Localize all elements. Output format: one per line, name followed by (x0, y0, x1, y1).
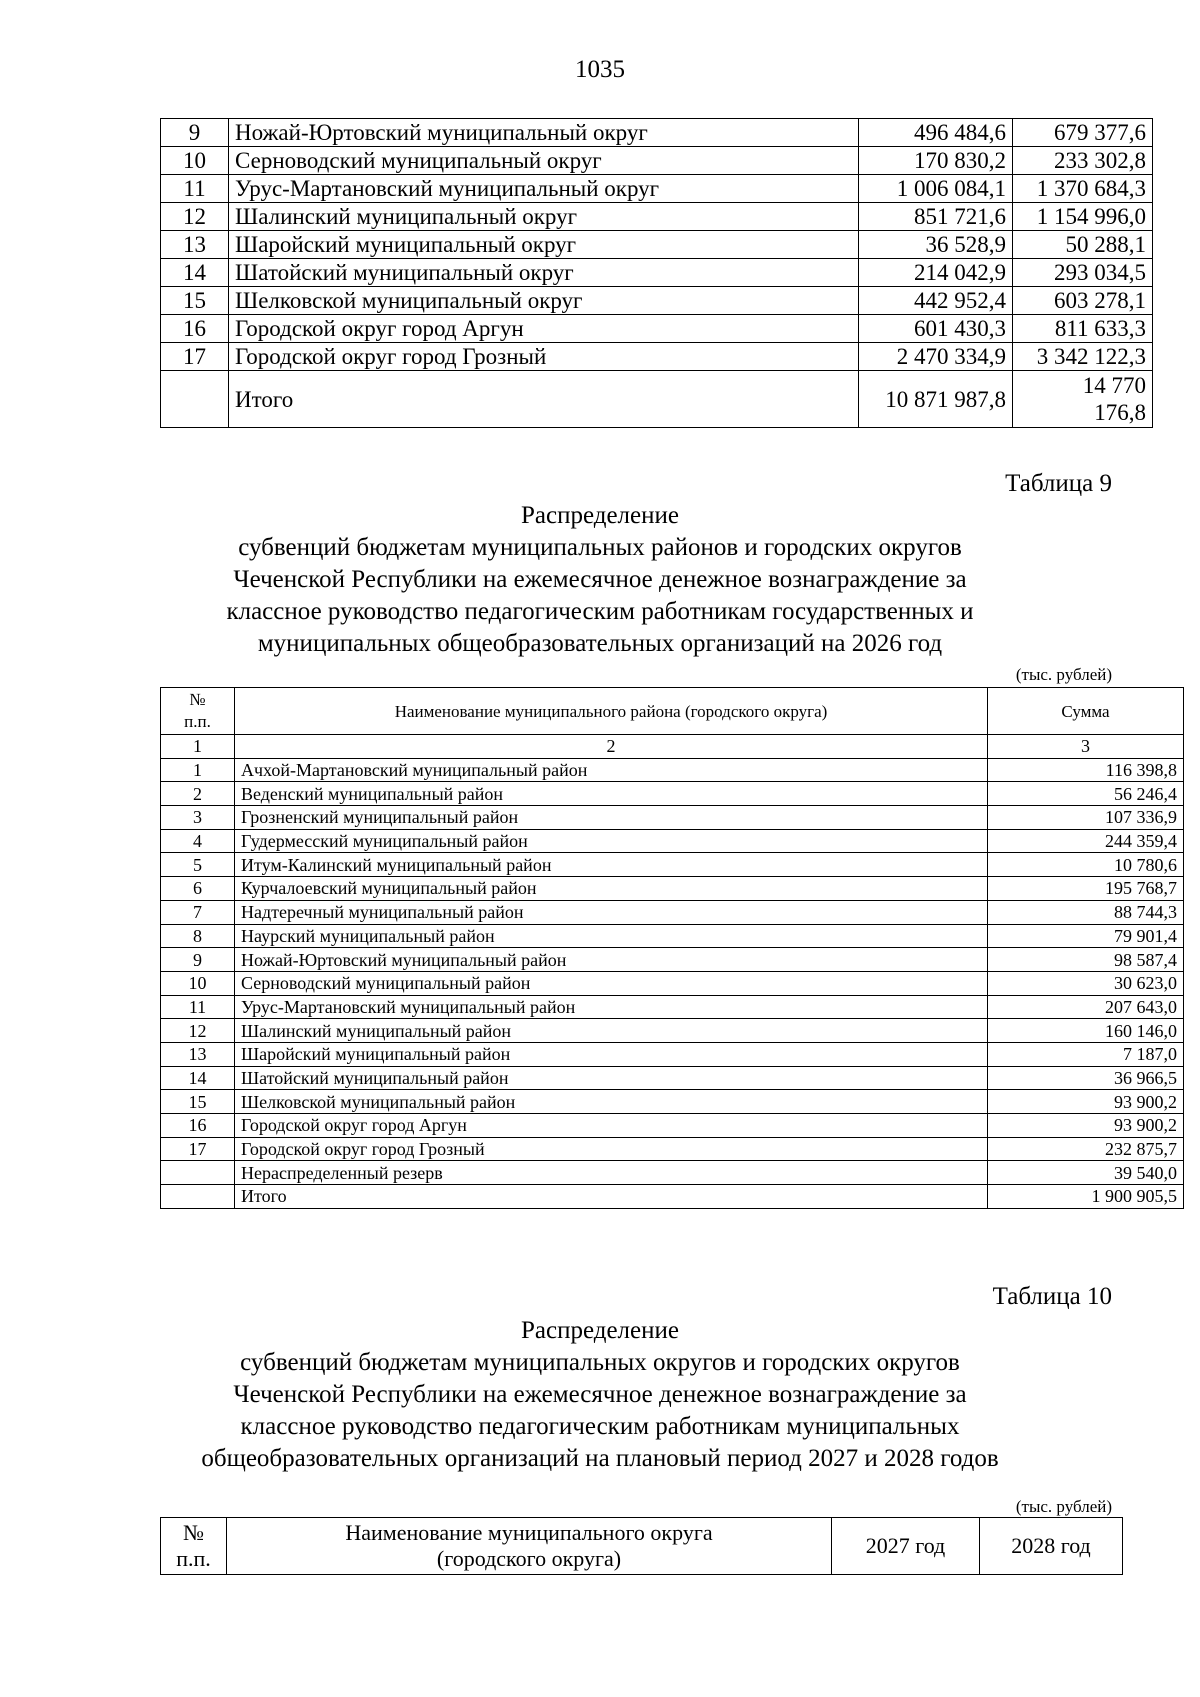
table10-header-2027: 2027 год (832, 1518, 980, 1575)
district-name: Шалинский муниципальный округ (229, 203, 859, 231)
table-row (161, 315, 1153, 343)
table9-caption-line: Чеченской Республики на ежемесячное денежное вознаграждение за (233, 566, 967, 593)
value-2027: 36 528,9 (859, 231, 1013, 259)
value-2027: 851 721,6 (859, 203, 1013, 231)
value-2027: 601 430,3 (859, 315, 1013, 343)
value-2028: 811 633,3 (1013, 315, 1153, 343)
district-name: Ножай-Юртовский муниципальный район (235, 948, 988, 972)
table-row (161, 1114, 1184, 1138)
district-name: Шаройский муниципальный округ (229, 231, 859, 259)
table-row (161, 877, 1184, 901)
district-name: Урус-Мартановский муниципальный район (235, 995, 988, 1019)
table10-caption-line: общеобразовательных организаций на плановый период 2027 и 2028 годов (201, 1445, 999, 1472)
sum-value: 56 246,4 (988, 782, 1184, 806)
table9-label: Таблица 9 (1005, 470, 1112, 497)
row-number (161, 1185, 235, 1209)
row-number: 5 (161, 853, 235, 877)
value-2028: 1 154 996,0 (1013, 203, 1153, 231)
sum-value: 88 744,3 (988, 900, 1184, 924)
table-row (161, 1090, 1184, 1114)
row-number: 14 (161, 259, 229, 287)
sum-value: 98 587,4 (988, 948, 1184, 972)
table10-caption-line: субвенций бюджетам муниципальных округов и городских округов (240, 1349, 960, 1376)
table9-col-index: 2 (235, 735, 988, 759)
sum-value: 39 540,0 (988, 1161, 1184, 1185)
row-number: 9 (161, 119, 229, 147)
table-row (161, 806, 1184, 830)
value-2027: 442 952,4 (859, 287, 1013, 315)
table9-caption-line: Распределение (521, 502, 679, 529)
sum-value: 93 900,2 (988, 1114, 1184, 1138)
table-row (161, 175, 1153, 203)
table9-header-num (161, 688, 235, 735)
table-row (161, 259, 1153, 287)
table-row (161, 853, 1184, 877)
sum-value: 79 901,4 (988, 924, 1184, 948)
table9-header-row (161, 688, 1184, 735)
total-num-cell (161, 371, 229, 428)
district-name: Грозненский муниципальный район (235, 806, 988, 830)
row-number: 15 (161, 287, 229, 315)
table-row (161, 829, 1184, 853)
row-number: 1 (161, 758, 235, 782)
table10-caption (140, 1315, 1060, 1475)
table9-caption-line: муниципальных общеобразовательных организаций на 2026 год (257, 630, 943, 657)
table-row (161, 119, 1153, 147)
district-name: Шелковской муниципальный округ (229, 287, 859, 315)
table10-units: (тыс. рублей) (1015, 1497, 1112, 1516)
row-number: 11 (161, 175, 229, 203)
table-row (161, 1137, 1184, 1161)
table10-header-name (227, 1518, 832, 1575)
sum-value: 195 768,7 (988, 877, 1184, 901)
table9-col-index: 1 (161, 735, 235, 759)
table-row (161, 900, 1184, 924)
sum-value: 93 900,2 (988, 1090, 1184, 1114)
row-number: 17 (161, 1137, 235, 1161)
district-name: Городской округ город Аргун (229, 315, 859, 343)
table10-header-num (161, 1518, 227, 1575)
continuation-table (160, 118, 1153, 428)
district-name: Городской округ город Грозный (235, 1137, 988, 1161)
table9-col-index-row (161, 735, 1184, 759)
district-name: Городской округ город Грозный (229, 343, 859, 371)
district-name: Серноводский муниципальный округ (229, 147, 859, 175)
row-number: 10 (161, 971, 235, 995)
value-2028: 1 370 684,3 (1013, 175, 1153, 203)
district-name: Городской округ город Аргун (235, 1114, 988, 1138)
table-row (161, 147, 1153, 175)
district-name: Шатойский муниципальный округ (229, 259, 859, 287)
total-2028-line: 14 770 (1082, 373, 1146, 398)
row-number: 15 (161, 1090, 235, 1114)
table-row (161, 782, 1184, 806)
sum-value: 30 623,0 (988, 971, 1184, 995)
row-number: 3 (161, 806, 235, 830)
table10-caption-line: Чеченской Республики на ежемесячное денежное вознаграждение за (233, 1381, 967, 1408)
table-row (161, 995, 1184, 1019)
row-number: 17 (161, 343, 229, 371)
sum-value: 207 643,0 (988, 995, 1184, 1019)
district-name: Веденский муниципальный район (235, 782, 988, 806)
row-number: 16 (161, 1114, 235, 1138)
row-number: 9 (161, 948, 235, 972)
table-row (161, 1066, 1184, 1090)
table9-col-index: 3 (988, 735, 1184, 759)
value-2028: 233 302,8 (1013, 147, 1153, 175)
row-number: 7 (161, 900, 235, 924)
value-2028: 293 034,5 (1013, 259, 1153, 287)
row-number: 16 (161, 315, 229, 343)
value-2028: 679 377,6 (1013, 119, 1153, 147)
district-name: Урус-Мартановский муниципальный округ (229, 175, 859, 203)
table-row (161, 924, 1184, 948)
table10-header-row (161, 1518, 1123, 1575)
table10-header-name-line: Наименование муниципального округа (345, 1520, 713, 1545)
district-name: Надтеречный муниципальный район (235, 900, 988, 924)
sum-value: 107 336,9 (988, 806, 1184, 830)
table-row (161, 948, 1184, 972)
table10-header-2028: 2028 год (980, 1518, 1123, 1575)
table10-label: Таблица 10 (992, 1283, 1112, 1310)
table10-header-name-line: (городского округа) (436, 1546, 622, 1571)
table9-header-num-line: № (189, 690, 206, 709)
table9-caption-line: субвенций бюджетам муниципальных районов и городских округов (238, 534, 962, 561)
row-number (161, 1161, 235, 1185)
table10-header-num-line: № (183, 1520, 204, 1545)
district-name: Шатойский муниципальный район (235, 1066, 988, 1090)
row-number: 8 (161, 924, 235, 948)
sum-value: 244 359,4 (988, 829, 1184, 853)
district-name: Итум-Калинский муниципальный район (235, 853, 988, 877)
table9-caption (140, 500, 1060, 660)
table-row (161, 203, 1153, 231)
table9-header-num-line: п.п. (184, 712, 211, 731)
table-row (161, 758, 1184, 782)
value-2027: 170 830,2 (859, 147, 1013, 175)
table-row (161, 971, 1184, 995)
district-name: Ножай-Юртовский муниципальный округ (229, 119, 859, 147)
district-name: Нераспределенный резерв (235, 1161, 988, 1185)
total-2028-line: 176,8 (1094, 400, 1146, 425)
table9 (160, 687, 1184, 1209)
value-2028: 3 342 122,3 (1013, 343, 1153, 371)
table10-caption-line: Распределение (521, 1317, 679, 1344)
sum-value: 10 780,6 (988, 853, 1184, 877)
total-label: Итого (229, 371, 859, 428)
district-name: Курчалоевский муниципальный район (235, 877, 988, 901)
district-name: Шаройский муниципальный район (235, 1042, 988, 1066)
row-number: 13 (161, 1042, 235, 1066)
row-number: 10 (161, 147, 229, 175)
value-2027: 2 470 334,9 (859, 343, 1013, 371)
sum-value: 232 875,7 (988, 1137, 1184, 1161)
row-number: 6 (161, 877, 235, 901)
district-name: Шалинский муниципальный район (235, 1019, 988, 1043)
table9-header-name: Наименование муниципального района (городского округа) (235, 688, 988, 735)
row-number: 12 (161, 1019, 235, 1043)
sum-value: 116 398,8 (988, 758, 1184, 782)
district-name: Шелковской муниципальный район (235, 1090, 988, 1114)
total-row (161, 371, 1153, 428)
table9-caption-line: классное руководство педагогическим работникам государственных и (226, 598, 974, 625)
value-2027: 214 042,9 (859, 259, 1013, 287)
value-2028: 50 288,1 (1013, 231, 1153, 259)
table-row (161, 287, 1153, 315)
table-row (161, 1161, 1184, 1185)
value-2027: 496 484,6 (859, 119, 1013, 147)
row-number: 12 (161, 203, 229, 231)
district-name: Наурский муниципальный район (235, 924, 988, 948)
sum-value: 7 187,0 (988, 1042, 1184, 1066)
total-2027: 10 871 987,8 (859, 371, 1013, 428)
sum-value: 160 146,0 (988, 1019, 1184, 1043)
value-2027: 1 006 084,1 (859, 175, 1013, 203)
row-number: 11 (161, 995, 235, 1019)
table-row (161, 231, 1153, 259)
row-number: 14 (161, 1066, 235, 1090)
table10 (160, 1517, 1123, 1575)
district-name: Гудермесский муниципальный район (235, 829, 988, 853)
table9-header-sum: Сумма (988, 688, 1184, 735)
table-row (161, 1042, 1184, 1066)
row-number: 4 (161, 829, 235, 853)
table10-caption-line: классное руководство педагогическим работникам муниципальных (240, 1413, 960, 1440)
value-2028: 603 278,1 (1013, 287, 1153, 315)
row-number: 2 (161, 782, 235, 806)
district-name: Итого (235, 1185, 988, 1209)
district-name: Серноводский муниципальный район (235, 971, 988, 995)
table9-units: (тыс. рублей) (1015, 665, 1112, 684)
table10-header-num-line: п.п. (176, 1546, 211, 1571)
total-2028 (1013, 371, 1153, 428)
sum-value: 1 900 905,5 (988, 1185, 1184, 1209)
table-row (161, 343, 1153, 371)
table-row (161, 1185, 1184, 1209)
table-row (161, 1019, 1184, 1043)
district-name: Ачхой-Мартановский муниципальный район (235, 758, 988, 782)
sum-value: 36 966,5 (988, 1066, 1184, 1090)
page-number: 1035 (575, 56, 625, 83)
row-number: 13 (161, 231, 229, 259)
